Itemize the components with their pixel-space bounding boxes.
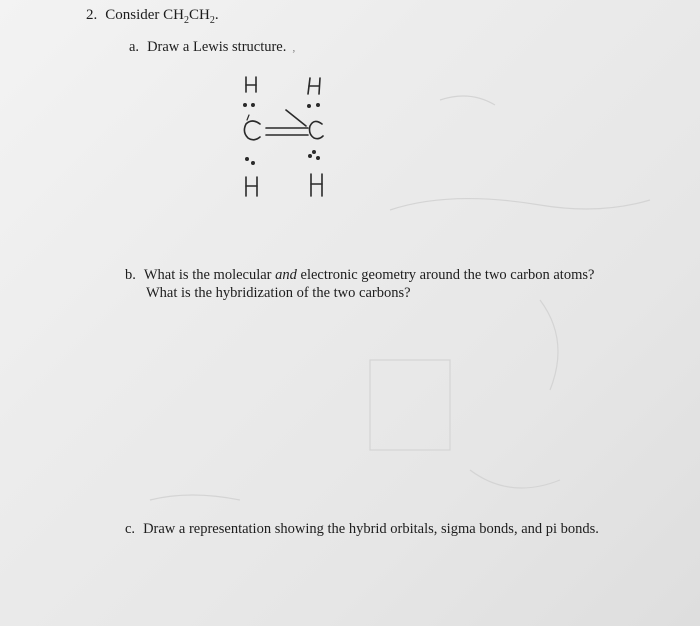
part-c-text: Draw a representation showing the hybrid orbitals, sigma bonds, and pi bonds.	[143, 521, 599, 537]
pen-mark: ,	[292, 40, 296, 54]
part-a-text: Draw a Lewis structure.	[147, 39, 287, 55]
question-number: 2.	[86, 7, 98, 23]
carbon-left	[244, 121, 260, 140]
double-bond	[266, 110, 308, 135]
electron-dots	[243, 103, 320, 165]
question-2	[86, 6, 219, 24]
hydrogen-bottom-left	[246, 177, 257, 196]
part-c-label: c.	[125, 521, 136, 537]
part-b	[125, 266, 594, 302]
question-prompt: Consider $CH_2CH_2$.	[105, 7, 219, 26]
hydrogen-top-right	[308, 78, 320, 94]
hydrogen-top-left	[246, 77, 256, 92]
lewis-structure-drawing	[226, 72, 346, 202]
part-a	[129, 38, 295, 56]
part-b-line-1: b. What is the molecular and electronic geometry around the two carbon atoms?	[125, 267, 595, 283]
hydrogen-bottom-right	[311, 174, 322, 196]
part-c	[125, 520, 599, 538]
part-b-line-2: What is the hybridization of the two carbons?	[146, 285, 411, 301]
part-a-label: a.	[129, 39, 140, 55]
carbon-right	[310, 121, 324, 138]
part-b-label: b.	[125, 267, 136, 283]
